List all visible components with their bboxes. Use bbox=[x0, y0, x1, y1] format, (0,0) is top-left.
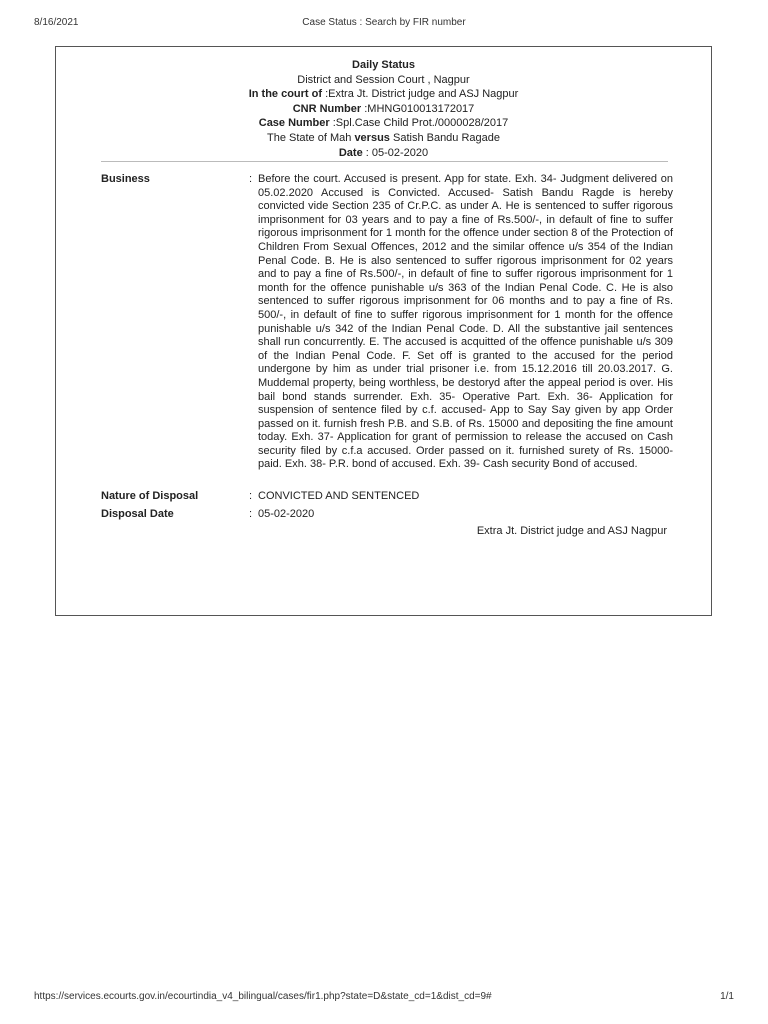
print-date: 8/16/2021 bbox=[34, 17, 79, 28]
disposal-date-colon: : bbox=[249, 508, 253, 520]
print-title: Case Status : Search by FIR number bbox=[302, 17, 466, 28]
disposal-date-value: 05-02-2020 bbox=[258, 508, 315, 520]
court-name: District and Session Court , Nagpur bbox=[297, 73, 470, 86]
date-label: Date bbox=[338, 146, 363, 159]
case-number-value: :Spl.Case Child Prot./0000028/2017 bbox=[332, 117, 509, 130]
date-value: : 05-02-2020 bbox=[365, 146, 429, 159]
case-number-line bbox=[56, 116, 711, 131]
versus-label: versus bbox=[354, 131, 390, 144]
nature-of-disposal-value: CONVICTED AND SENTENCED bbox=[258, 490, 420, 502]
respondent: Satish Bandu Ragade bbox=[392, 131, 501, 144]
case-heading bbox=[56, 58, 711, 160]
in-court-value: :Extra Jt. District judge and ASJ Nagpur bbox=[325, 88, 519, 101]
judge-signature-line: Extra Jt. District judge and ASJ Nagpur bbox=[476, 525, 667, 537]
daily-status-panel bbox=[55, 46, 712, 616]
heading-title: Daily Status bbox=[352, 59, 415, 71]
cnr-label: CNR Number bbox=[292, 102, 362, 115]
business-colon: : bbox=[249, 173, 253, 185]
page-url: https://services.ecourts.gov.in/ecourtindia_v4_bilingual/cases/fir1.php?state=D&state_cd=1&dist_cd=9# bbox=[34, 991, 492, 1002]
in-court-line bbox=[56, 87, 711, 102]
business-text: Before the court. Accused is present. App for state. Exh. 34- Judgment delivered on 05.02.2020 Accused is Convicted. Accused- Satish Bandu Ragde is hereby convicted vide Section 235 of Cr.P.C. as under A. He is sentenced to suffer rigorous imprisonment for 03 years and to pay a fine of Rs.500/-, in default of fine to suffer rigorous imprisonment for 1 month for the offence under section 8 of the Protection of Children From Sexual Offences, 2012 and the similar offence u/s 354 of the Indian Penal Code. B. He is also sentenced to suffer rigorous imprisonment for 02 years and to pay a fine of Rs.500/-, in default of fine to suffer rigorous imprisonment for 1 month for the offence punishable u/s 363 of the Indian Penal Code. C. He is also sentenced to suffer rigorous imprisonment for 06 months and to pay a fine of Rs. 500/-, in default of fine to suffer rigorous imprisonment for 1 month for the offence punishable u/s 342 of the Indian Penal Code. D. All the substantive jail sentences shall run concurrently. E. The accused is acquitted of the offence punishable u/s 309 of the Indian Penal Code. F. Set off is granted to the accused for the period undergone by him as under trial prisoner i.e. from 15.12.2016 till 20.03.2017. G. Muddemal property, being worthless, be destoryd after the appeal period is over. His bail bond stands surrender. Exh. 35- Operative Part. Exh. 36- Application for suspension of sentence filed by c.f. accused- App to Say Say given by app Order passed on it. furnish fresh P.B. and S.B. of Rs. 15000 and depositing the fine amount today. Exh. 37- Application for grant of permission to release the accused on Cash security filed by c.f.a accused. Order passed on it. furnished surety of Rs. 15000-paid. Exh. 38- P.R. bond of accused. Exh. 39- Cash security Bond of accused. bbox=[258, 173, 673, 471]
page-number: 1/1 bbox=[720, 991, 734, 1002]
parties-line bbox=[56, 131, 711, 146]
divider bbox=[101, 161, 668, 162]
cnr-value: :MHNG010013172017 bbox=[364, 102, 475, 115]
cnr-line bbox=[56, 102, 711, 117]
petitioner: The State of Mah bbox=[266, 131, 352, 144]
in-court-label: In the court of bbox=[248, 88, 323, 101]
business-label: Business bbox=[101, 173, 150, 185]
disposal-date-label: Disposal Date bbox=[101, 508, 174, 520]
case-number-label: Case Number bbox=[258, 117, 330, 130]
nature-of-disposal-label: Nature of Disposal bbox=[101, 490, 199, 502]
date-line bbox=[56, 146, 711, 161]
nature-of-disposal-colon: : bbox=[249, 490, 253, 502]
